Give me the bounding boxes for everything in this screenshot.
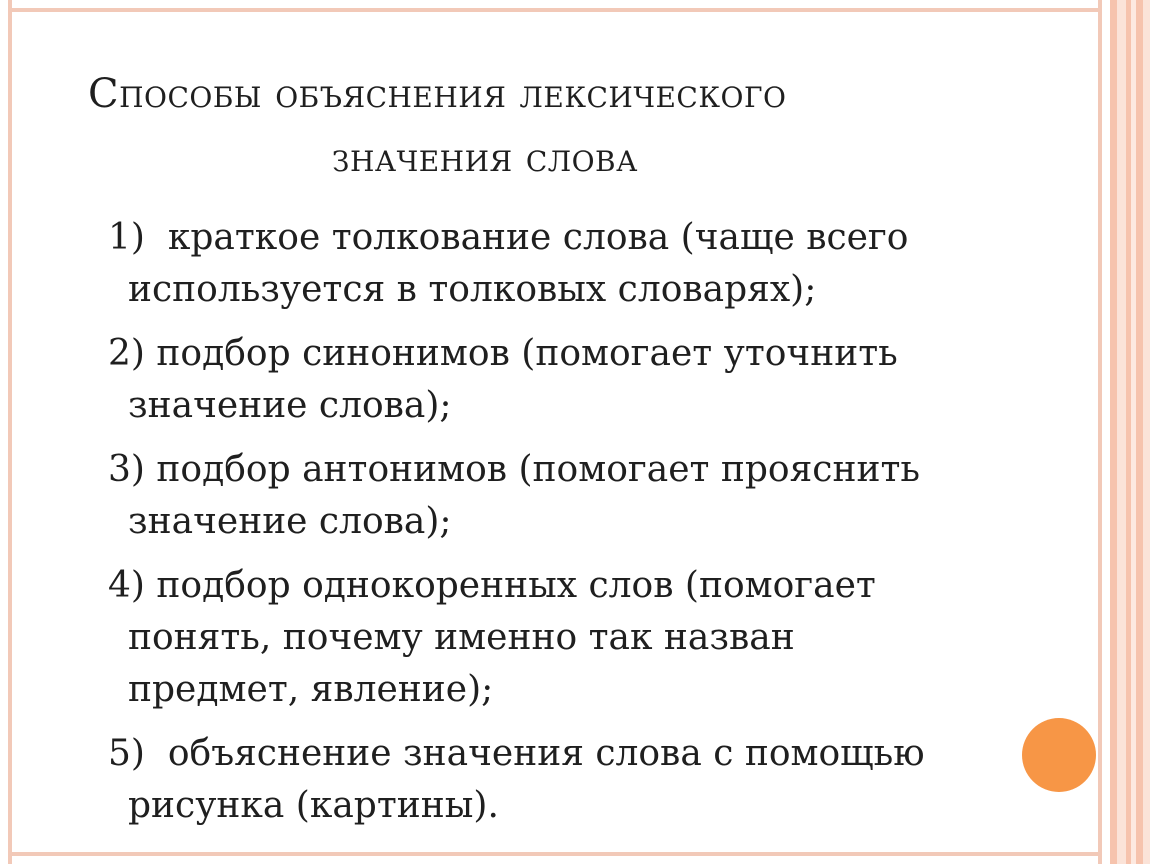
list-item-text: объяснение значения слова с помощью xyxy=(167,733,925,774)
list-item-continuation: используется в толковых словарях); xyxy=(128,269,817,310)
list-item-number: 5) xyxy=(108,733,145,774)
list-item-number: 2) xyxy=(108,333,145,374)
list-item-5 xyxy=(108,728,1028,832)
list-item-continuation: значение слова); xyxy=(128,385,452,426)
frame-left-border xyxy=(8,0,12,864)
frame-top-border xyxy=(8,8,1102,12)
frame-right-border xyxy=(1098,0,1102,864)
list-item-2 xyxy=(108,328,1028,432)
list-item-text: краткое толкование слова (чаще всего xyxy=(167,217,909,258)
list-item-line xyxy=(108,728,1028,780)
list-item-continuation: предмет, явление); xyxy=(128,669,494,710)
slide-title-line2: значения слова xyxy=(332,135,638,181)
list-item-continuation: понять, почему именно так назван xyxy=(128,617,795,658)
list-item-3 xyxy=(108,444,1028,548)
list-item-4 xyxy=(108,560,1028,716)
list-item-continuation: значение слова); xyxy=(128,501,452,542)
list-item-number: 1) xyxy=(108,217,145,258)
list-item-line xyxy=(108,560,1028,612)
list-item-number: 3) xyxy=(108,449,145,490)
list-item-text: подбор однокоренных слов (помогает xyxy=(156,565,876,606)
orange-circle-decoration xyxy=(1022,718,1096,792)
list-item-line xyxy=(108,444,1028,496)
slide-title-line1: Способы объяснения лексического xyxy=(88,71,787,117)
decorative-stripes xyxy=(1104,0,1150,864)
list-item-1 xyxy=(108,212,1028,316)
method-list xyxy=(108,212,1028,844)
list-item-continuation: рисунка (картины). xyxy=(128,785,499,826)
frame-bottom-border xyxy=(8,852,1102,856)
list-item-text: подбор синонимов (помогает уточнить xyxy=(156,333,898,374)
slide-title xyxy=(88,62,988,190)
list-item-line xyxy=(108,212,1028,264)
list-item-number: 4) xyxy=(108,565,145,606)
list-item-line xyxy=(108,328,1028,380)
list-item-text: подбор антонимов (помогает прояснить xyxy=(156,449,920,490)
